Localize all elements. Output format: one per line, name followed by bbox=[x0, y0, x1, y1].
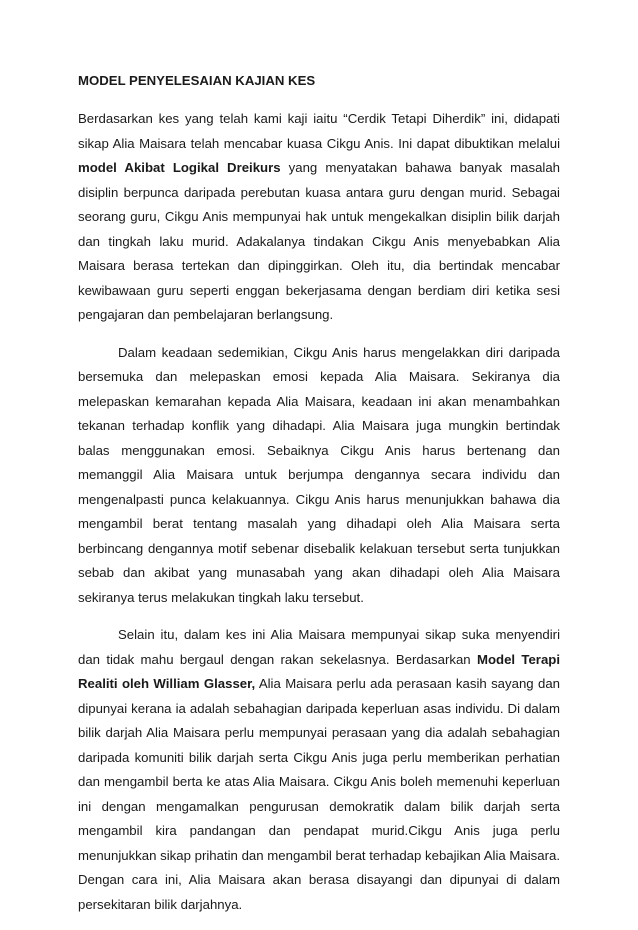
paragraph-3 bbox=[78, 623, 560, 917]
paragraph-1-text: Berdasarkan kes yang telah kami kaji iaitu “Cerdik Tetapi Diherdik” ini, didapati sikap Alia Maisara telah mencabar kuasa Cikgu Anis. Ini dapat dibuktikan melalui bbox=[78, 111, 560, 151]
paragraph-2-text: Dalam keadaan sedemikian, Cikgu Anis harus mengelakkan diri daripada bersemuka dan melepaskan emosi kepada Alia Maisara. Sekiranya dia melepaskan kemarahan kepada Alia Maisara, keadaan ini akan menambahkan tekanan terhadap konflik yang dihadapi. Alia Maisara juga mungkin bertindak balas menggunakan emosi. Sebaiknya Cikgu Anis harus bertenang dan memanggil Alia Maisara untuk berjumpa dengannya secara individu dan mengenalpasti punca kelakuannya. Cikgu Anis harus menunjukkan bahawa dia mengambil berat tentang masalah yang dihadapi oleh Alia Maisara serta berbincang dengannya motif sebenar disebalik kelakuan tersebut serta tunjukkan sebab dan akibat yang munasabah yang akan dihadapi oleh Alia Maisara sekiranya terus melakukan tingkah laku tersebut. bbox=[78, 344, 560, 605]
paragraph-2 bbox=[78, 341, 560, 611]
paragraph-1-bold-model: model Akibat Logikal Dreikurs bbox=[78, 160, 281, 175]
paragraph-1 bbox=[78, 107, 560, 328]
paragraph-3-bold-model: Model Terapi Realiti oleh William Glasser, bbox=[78, 651, 560, 691]
document-title: MODEL PENYELESAIAN KAJIAN KES bbox=[78, 73, 316, 88]
document-page bbox=[78, 72, 560, 930]
paragraph-1-text-cont: yang menyatakan bahawa banyak masalah disiplin berpunca daripada perebutan kuasa antara guru dengan murid. Sebagai seorang guru, Cikgu Anis mempunyai hak untuk mengekalkan disiplin bilik darjah dan tingkah laku murid. Adakalanya tindakan Cikgu Anis menyebabkan Alia Maisara berasa tertekan dan dipinggirkan. Oleh itu, dia bertindak mencabar kewibawaan guru seperti enggan bekerjasama dengan berdiam diri ketika sesi pengajaran dan pembelajaran berlangsung. bbox=[78, 160, 561, 322]
paragraph-3-text: Selain itu, dalam kes ini Alia Maisara mempunyai sikap suka menyendiri dan tidak mahu bergaul dengan rakan sekelasnya. Berdasarkan bbox=[78, 627, 560, 667]
paragraph-3-text-cont: Alia Maisara perlu ada perasaan kasih sayang dan dipunyai kerana ia adalah sebahagian daripada keperluan asas individu. Di dalam bilik darjah Alia Maisara perlu mempunyai perasaan yang dia adalah sebahagian daripada komuniti bilik darjah serta Cikgu Anis juga perlu memberikan perhatian dan mengambil berta ke atas Alia Maisara. Cikgu Anis boleh memenuhi keperluan ini dengan mengamalkan pengurusan demokratik dalam bilik darjah serta mengambil kira pandangan dan pendapat murid.Cikgu Anis juga perlu menunjukkan sikap prihatin dan mengambil berat terhadap kebajikan Alia Maisara. Dengan cara ini, Alia Maisara akan berasa disayangi dan dipunyai di dalam persekitaran bilik darjahnya. bbox=[78, 676, 560, 912]
